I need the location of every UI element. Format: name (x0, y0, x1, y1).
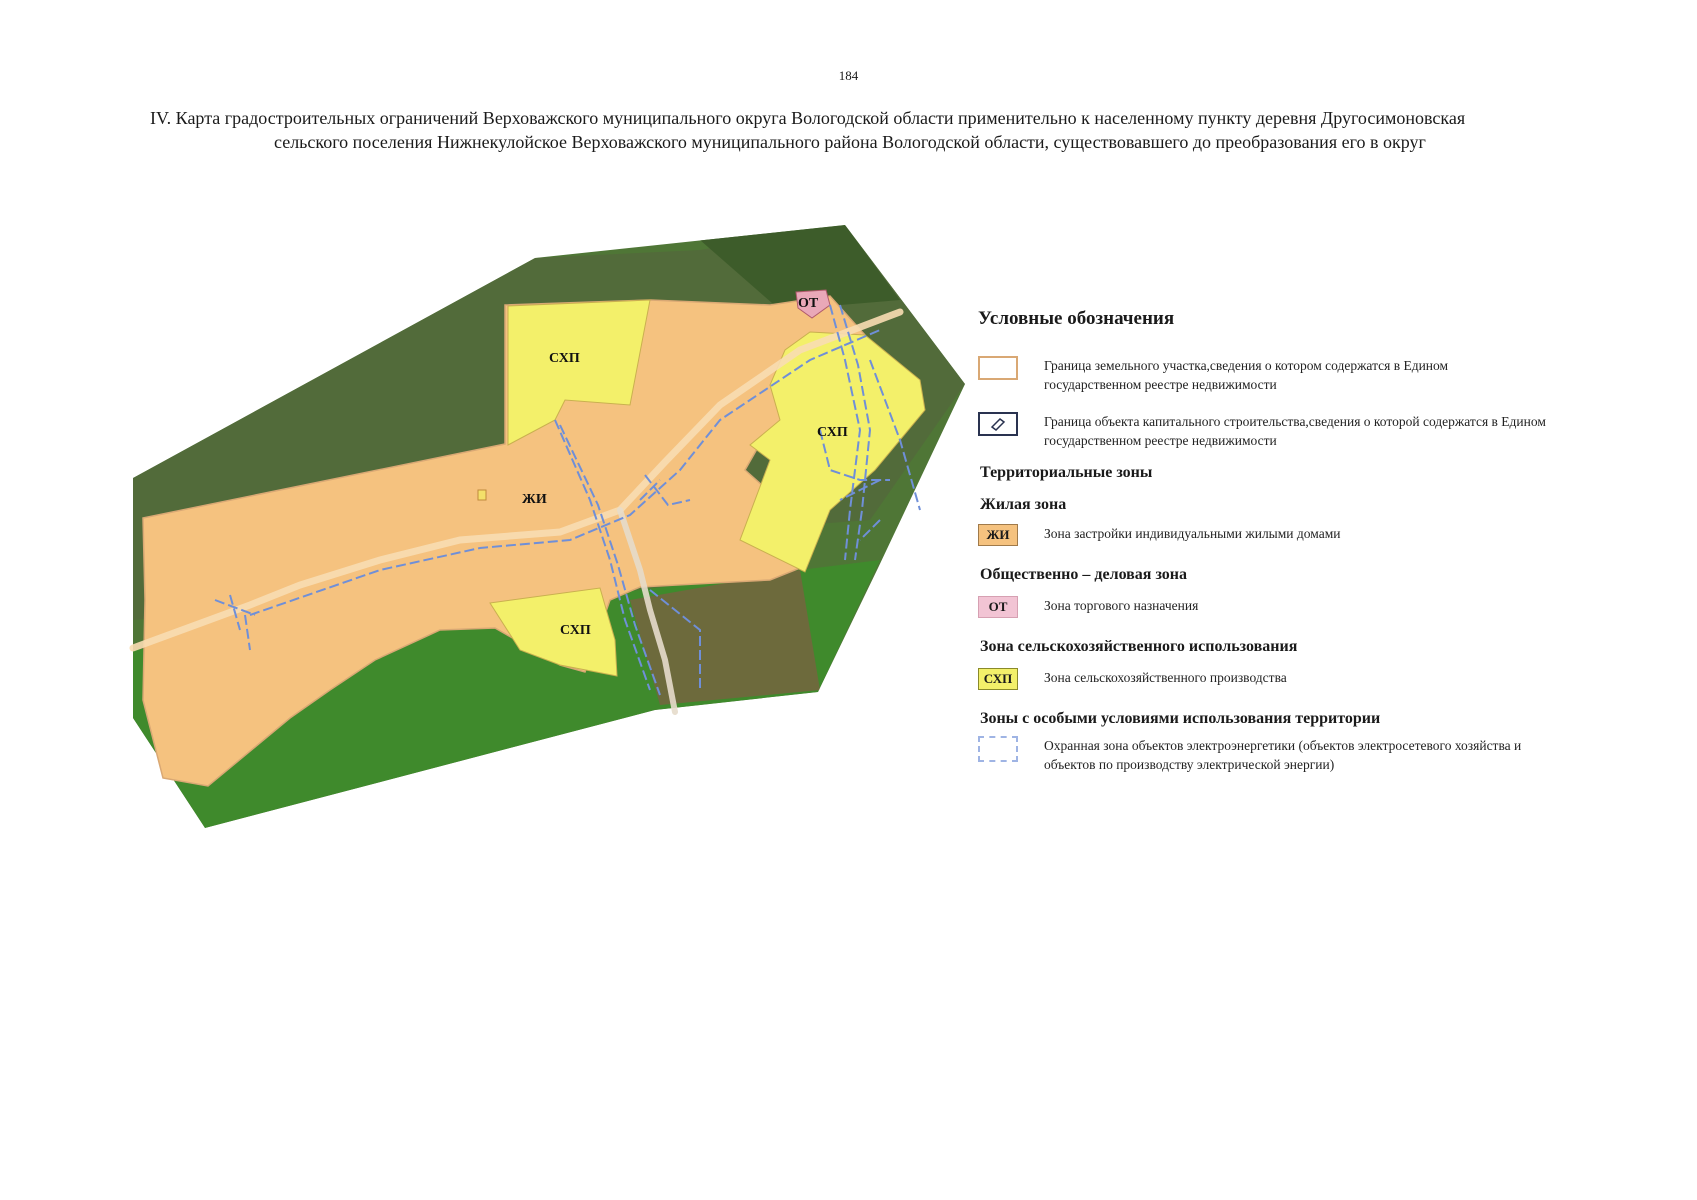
label-skhp-east: СХП (817, 425, 848, 440)
label-skhp-south: СХП (560, 623, 591, 638)
zhi-swatch: ЖИ (978, 524, 1018, 546)
special-heading: Зоны с особыми условиями использования территории (980, 710, 1381, 727)
territorial-zones-heading: Территориальные зоны (980, 464, 1153, 481)
legend-title: Условные обозначения (978, 308, 1175, 329)
label-zhi: ЖИ (522, 492, 547, 507)
ot-swatch: ОТ (978, 596, 1018, 618)
power-zone-desc: Охранная зона объектов электроэнергетики (объектов электросетевого хозяйства и объектов по производству электрической энергии) (1044, 738, 1522, 772)
label-skhp-north: СХП (549, 351, 580, 366)
residential-heading: Жилая зона (980, 496, 1067, 513)
building-boundary-text: Граница объекта капитального строительства,сведения о которой содержатся в Едином государственном реестре недвижимости (1044, 414, 1546, 448)
power-zone-swatch (978, 736, 1018, 762)
ot-desc: Зона торгового назначения (1044, 598, 1199, 613)
public-heading: Общественно – деловая зона (980, 566, 1188, 583)
legend-skhp (978, 668, 1584, 690)
page-number: 184 (838, 68, 859, 83)
building-boundary-swatch (978, 412, 1018, 436)
legend-parcel-boundary (978, 356, 1464, 394)
legend-building-boundary (978, 412, 1584, 450)
skhp-swatch: СХП (978, 668, 1018, 690)
title-line-2: сельского поселения Нижнекулойское Верховажского муниципального района Вологодской области, существовавшего до преобразования его в округ (274, 132, 1426, 152)
title-line-1: IV. Карта градостроительных ограничений Верховажского муниципального округа Вологодской области применительно к населенному пункту деревня Другосимоновская (150, 108, 1466, 128)
skhp-desc: Зона сельскохозяйственного производства (1044, 670, 1287, 685)
parcel-boundary-text: Граница земельного участка,сведения о котором содержатся в Едином государственном реестре недвижимости (1044, 358, 1449, 392)
legend-zhi (978, 524, 1584, 546)
label-ot: ОТ (798, 296, 819, 311)
parcel-boundary-swatch (978, 356, 1018, 380)
legend-ot (978, 596, 1584, 618)
building-boundary-icon (989, 417, 1007, 431)
legend-power-zone (978, 736, 1544, 774)
building-outline[interactable] (478, 490, 486, 500)
agri-heading: Зона сельскохозяйственного использования (980, 638, 1298, 655)
zhi-desc: Зона застройки индивидуальными жилыми домами (1044, 526, 1341, 541)
